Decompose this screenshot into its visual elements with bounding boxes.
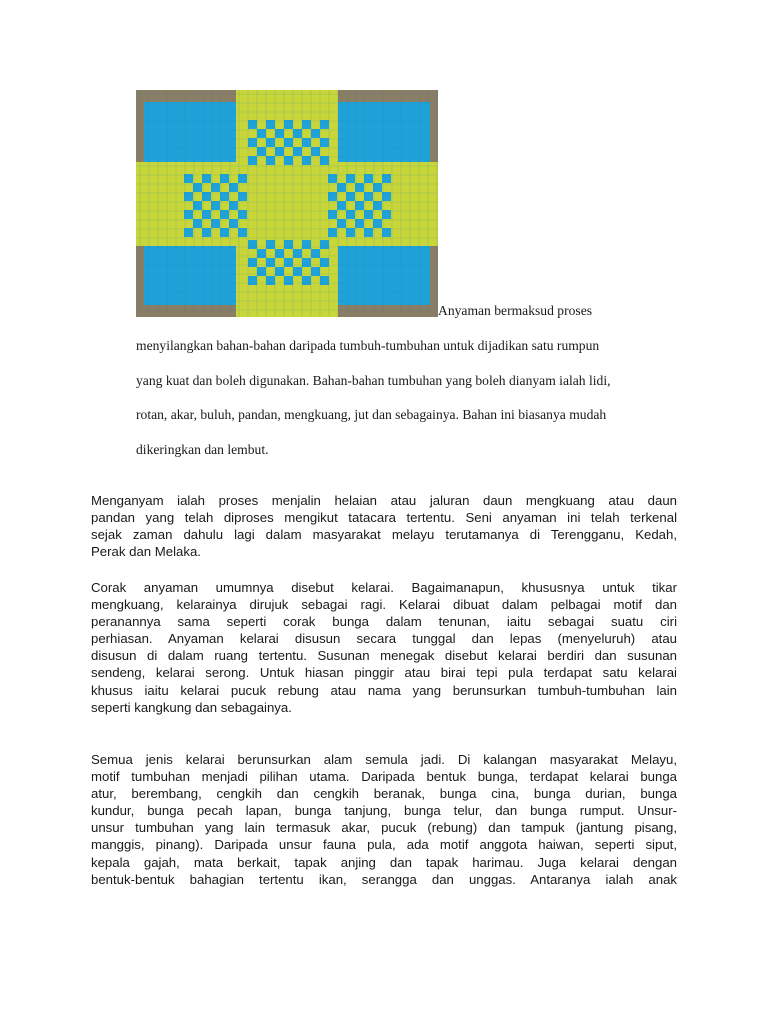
paragraph-line: atur, berembang, cengkih dan cengkih beranak, bunga cina, bunga durian, bunga <box>91 786 677 802</box>
weave-checker-bottom <box>248 276 257 285</box>
weave-checker-right <box>355 192 364 201</box>
weave-checker-right <box>373 210 382 219</box>
paragraph-line: peranannya sama seperti corak bunga dalam tenunan, iaitu sebagai suatu ciri <box>91 614 677 630</box>
weave-checker-bottom <box>284 240 293 249</box>
weave-checker-top <box>302 138 311 147</box>
weave-checker-left <box>238 174 247 183</box>
weave-checker-bottom <box>311 249 320 258</box>
weave-checker-left <box>184 192 193 201</box>
anyaman-photo <box>136 90 438 317</box>
weave-checker-left <box>229 174 238 183</box>
paragraph-line: bentuk-bentuk bahagian tertentu ikan, serangga dan unggas. Antaranya ialah anak <box>91 871 677 887</box>
paragraph-line: mengkuang, kelarainya dirujuk sebagai ragi. Kelarai dibuat dalam pelbagai motif dan <box>91 597 677 613</box>
weave-checker-right <box>364 219 373 228</box>
weave-checker-left <box>211 192 220 201</box>
paragraph-line: sendeng, kelarai serong. Untuk hiasan pinggir atau birai tepi pula terdapat satu kelarai <box>91 665 677 681</box>
weave-checker-right <box>382 201 391 210</box>
weave-checker-right <box>364 192 373 201</box>
weave-checker-top <box>275 138 284 147</box>
weave-checker-bottom <box>266 276 275 285</box>
weave-checker-right <box>328 210 337 219</box>
weave-checker-right <box>373 201 382 210</box>
weave-checker-bottom <box>320 276 329 285</box>
weave-checker-left <box>202 201 211 210</box>
weave-checker-right <box>337 210 346 219</box>
weave-checker-left <box>202 228 211 237</box>
weave-checker-left <box>184 183 193 192</box>
paragraph-line: pandan yang telah diproses mengikut tatacara tertentu. Seni anyaman ini telah terkenal <box>91 510 677 526</box>
weave-checker-bottom <box>257 249 266 258</box>
weave-checker-top <box>320 129 329 138</box>
weave-checker-bottom <box>311 240 320 249</box>
weave-checker-left <box>193 219 202 228</box>
weave-checker-top <box>320 138 329 147</box>
weave-checker-left <box>220 192 229 201</box>
weave-checker-right <box>355 183 364 192</box>
weave-checker-top <box>266 138 275 147</box>
weave-checker-top <box>257 156 266 165</box>
weave-checker-bottom <box>293 258 302 267</box>
weave-checker-bottom <box>293 276 302 285</box>
paragraph-line: perhiasan. Anyaman kelarai disusun secara tunggal dan lepas (menyeluruh) atau <box>91 631 677 647</box>
intro-line-2: menyilangkan bahan-bahan daripada tumbuh-tumbuhan untuk dijadikan satu rumpun <box>136 338 600 353</box>
weave-checker-left <box>220 228 229 237</box>
weave-checker-left <box>238 192 247 201</box>
weave-checker-top <box>320 147 329 156</box>
weave-checker-top <box>275 156 284 165</box>
weave-checker-left <box>211 219 220 228</box>
weave-checker-top <box>311 138 320 147</box>
weave-checker-top <box>311 129 320 138</box>
weave-checker-top <box>293 120 302 129</box>
weave-checker-right <box>346 174 355 183</box>
weave-checker-right <box>346 210 355 219</box>
weave-checker-bottom <box>275 267 284 276</box>
weave-checker-top <box>266 156 275 165</box>
paragraph-line: khusus iaitu kelarai pucuk rebung atau nama yang berunsurkan tumbuh-tumbuhan lain <box>91 682 677 698</box>
weave-checker-left <box>184 174 193 183</box>
weave-checker-top <box>293 156 302 165</box>
paragraph-corak <box>91 579 677 716</box>
weave-checker-top <box>266 120 275 129</box>
weave-checker-top <box>311 156 320 165</box>
weave-checker-right <box>355 201 364 210</box>
weave-checker-right <box>382 183 391 192</box>
weave-checker-left <box>202 219 211 228</box>
weave-checker-right <box>337 201 346 210</box>
weave-checker-bottom <box>284 276 293 285</box>
weave-checker-bottom <box>311 258 320 267</box>
weave-checker-right <box>346 192 355 201</box>
weave-checker-top <box>248 147 257 156</box>
weave-center <box>248 172 326 236</box>
weave-checker-bottom <box>257 267 266 276</box>
weave-checker-top <box>311 120 320 129</box>
weave-checker-top <box>320 120 329 129</box>
weave-checker-top <box>311 147 320 156</box>
weave-checker-left <box>238 201 247 210</box>
weave-checker-bottom <box>257 258 266 267</box>
weave-checker-left <box>220 210 229 219</box>
weave-checker-bottom <box>275 258 284 267</box>
weave-checker-right <box>328 219 337 228</box>
weave-checker-bottom <box>284 267 293 276</box>
weave-checker-right <box>382 219 391 228</box>
weave-checker-left <box>229 210 238 219</box>
weave-checker-top <box>248 156 257 165</box>
paragraph-line: Menganyam ialah proses menjalin helaian atau jaluran daun mengkuang atau daun <box>91 493 677 508</box>
weave-checker-left <box>238 228 247 237</box>
weave-checker-top <box>302 120 311 129</box>
weave-checker-left <box>202 174 211 183</box>
weave-checker-top <box>293 138 302 147</box>
weave-checker-right <box>364 201 373 210</box>
weave-checker-right <box>373 183 382 192</box>
weave-checker-bottom <box>248 267 257 276</box>
intro-line-5: dikeringkan dan lembut. <box>136 442 269 457</box>
weave-checker-right <box>328 183 337 192</box>
weave-checker-left <box>220 174 229 183</box>
paragraph-line: Perak dan Melaka. <box>91 544 201 560</box>
weave-checker-top <box>320 156 329 165</box>
weave-checker-top <box>284 147 293 156</box>
weave-checker-right <box>373 192 382 201</box>
paragraph-line: motif tumbuhan menjadi pilihan utama. Daripada bentuk bunga, terdapat kelarai bunga <box>91 769 677 785</box>
weave-checker-left <box>193 201 202 210</box>
paragraph-line: disusun di dalam ruang tertentu. Susunan menegak disebut kelarai berdiri dan susunan <box>91 648 677 664</box>
weave-checker-bottom <box>275 240 284 249</box>
intro-line-1: Anyaman bermaksud proses <box>438 303 593 318</box>
paragraph-line: manggis, pinang). Daripada unsur fauna pula, ada motif anggota haiwan, seperti siput, <box>91 837 677 853</box>
weave-checker-top <box>293 129 302 138</box>
weave-checker-top <box>302 129 311 138</box>
weave-checker-right <box>328 228 337 237</box>
weave-checker-top <box>284 129 293 138</box>
weave-checker-left <box>220 201 229 210</box>
weave-checker-top <box>275 120 284 129</box>
weave-checker-left <box>211 183 220 192</box>
weave-checker-left <box>229 183 238 192</box>
paragraph-line: kepala gajah, mata berkait, tapak anjing dan tapak harimau. Juga kelarai dengan <box>91 854 677 870</box>
weave-checker-bottom <box>266 267 275 276</box>
weave-checker-left <box>184 201 193 210</box>
paragraph-line: sejak zaman dahulu lagi dalam masyarakat melayu terutamanya di Terengganu, Kedah, <box>91 527 677 543</box>
weave-checker-top <box>257 147 266 156</box>
weave-checker-bottom <box>275 249 284 258</box>
weave-checker-right <box>382 174 391 183</box>
weave-checker-left <box>220 183 229 192</box>
weave-checker-right <box>382 210 391 219</box>
weave-checker-right <box>382 228 391 237</box>
weave-checker-bottom <box>284 249 293 258</box>
weave-checker-right <box>355 210 364 219</box>
weave-checker-bottom <box>248 249 257 258</box>
weave-checker-left <box>184 228 193 237</box>
weave-checker-top <box>275 129 284 138</box>
weave-checker-left <box>238 210 247 219</box>
weave-checker-right <box>337 174 346 183</box>
weave-checker-left <box>211 228 220 237</box>
paragraph-line: kundur, bunga pecah lapan, bunga tanjung, bunga telur, dan bunga rumput. Unsur- <box>91 803 677 819</box>
weave-checker-top <box>248 120 257 129</box>
weave-checker-left <box>220 219 229 228</box>
weave-checker-left <box>193 174 202 183</box>
weave-checker-top <box>302 147 311 156</box>
weave-checker-bottom <box>311 267 320 276</box>
weave-checker-top <box>302 156 311 165</box>
weave-checker-left <box>229 201 238 210</box>
weave-checker-bottom <box>320 249 329 258</box>
weave-checker-bottom <box>248 240 257 249</box>
weave-checker-bottom <box>311 276 320 285</box>
paragraph-menganyam <box>91 492 677 560</box>
weave-checker-bottom <box>293 267 302 276</box>
weave-checker-right <box>364 228 373 237</box>
weave-checker-right <box>364 174 373 183</box>
weave-checker-left <box>229 219 238 228</box>
weave-checker-right <box>346 183 355 192</box>
weave-checker-right <box>373 219 382 228</box>
intro-line-4: rotan, akar, buluh, pandan, mengkuang, jut dan sebagainya. Bahan ini biasanya mudah <box>136 407 607 422</box>
weave-checker-bottom <box>266 240 275 249</box>
weave-checker-bottom <box>320 258 329 267</box>
weave-checker-right <box>355 219 364 228</box>
weave-checker-top <box>284 138 293 147</box>
weave-checker-left <box>229 228 238 237</box>
paragraph-line: seperti kangkung dan sebagainya. <box>91 699 292 715</box>
weave-checker-left <box>193 192 202 201</box>
paragraph-semua-jenis <box>91 751 677 888</box>
weave-checker-left <box>238 219 247 228</box>
weave-checker-left <box>211 210 220 219</box>
weave-checker-bottom <box>302 240 311 249</box>
paragraph-line: Corak anyaman umumnya disebut kelarai. Bagaimanapun, khususnya untuk tikar <box>91 580 677 595</box>
weave-checker-top <box>248 138 257 147</box>
weave-checker-bottom <box>293 240 302 249</box>
weave-checker-bottom <box>302 276 311 285</box>
weave-checker-top <box>275 147 284 156</box>
weave-checker-right <box>346 219 355 228</box>
weave-checker-left <box>202 183 211 192</box>
weave-checker-left <box>211 174 220 183</box>
weave-checker-top <box>266 147 275 156</box>
weave-checker-right <box>355 174 364 183</box>
weave-checker-bottom <box>320 240 329 249</box>
weave-checker-right <box>328 174 337 183</box>
weave-checker-right <box>337 192 346 201</box>
weave-checker-bottom <box>257 240 266 249</box>
weave-checker-right <box>373 228 382 237</box>
weave-checker-top <box>284 120 293 129</box>
weave-checker-bottom <box>275 276 284 285</box>
weave-checker-top <box>293 147 302 156</box>
weave-checker-bottom <box>266 249 275 258</box>
weave-checker-top <box>248 129 257 138</box>
weave-checker-left <box>193 183 202 192</box>
weave-checker-right <box>337 183 346 192</box>
intro-line-3: yang kuat dan boleh digunakan. Bahan-bahan tumbuhan yang boleh dianyam ialah lidi, <box>136 373 611 388</box>
weave-checker-bottom <box>257 276 266 285</box>
weave-checker-right <box>346 201 355 210</box>
weave-checker-left <box>184 210 193 219</box>
weave-checker-right <box>328 201 337 210</box>
weave-checker-right <box>355 228 364 237</box>
weave-checker-left <box>202 210 211 219</box>
weave-checker-bottom <box>248 258 257 267</box>
weave-checker-left <box>202 192 211 201</box>
weave-checker-left <box>193 210 202 219</box>
weave-checker-left <box>193 228 202 237</box>
weave-checker-bottom <box>266 258 275 267</box>
weave-checker-top <box>284 156 293 165</box>
weave-checker-left <box>211 201 220 210</box>
weave-checker-bottom <box>320 267 329 276</box>
weave-checker-right <box>382 192 391 201</box>
weave-checker-right <box>337 228 346 237</box>
weave-checker-bottom <box>302 267 311 276</box>
weave-checker-bottom <box>293 249 302 258</box>
paragraph-line: Semua jenis kelarai berunsurkan alam semula jadi. Di kalangan masyarakat Melayu, <box>91 752 677 767</box>
weave-checker-top <box>257 120 266 129</box>
weave-checker-top <box>257 138 266 147</box>
weave-checker-right <box>328 192 337 201</box>
weave-checker-left <box>184 219 193 228</box>
weave-checker-left <box>229 192 238 201</box>
weave-checker-bottom <box>302 258 311 267</box>
weave-checker-right <box>337 219 346 228</box>
weave-checker-bottom <box>284 258 293 267</box>
weave-checker-bottom <box>302 249 311 258</box>
weave-checker-right <box>346 228 355 237</box>
weave-checker-right <box>373 174 382 183</box>
weave-checker-right <box>364 210 373 219</box>
woven-mat-illustration <box>136 90 438 317</box>
weave-checker-top <box>257 129 266 138</box>
paragraph-line: unsur tumbuhan yang lain termasuk akar, pucuk (rebung) dan tampuk (jantung pisang, <box>91 820 677 836</box>
weave-checker-top <box>266 129 275 138</box>
weave-checker-left <box>238 183 247 192</box>
weave-checker-right <box>364 183 373 192</box>
